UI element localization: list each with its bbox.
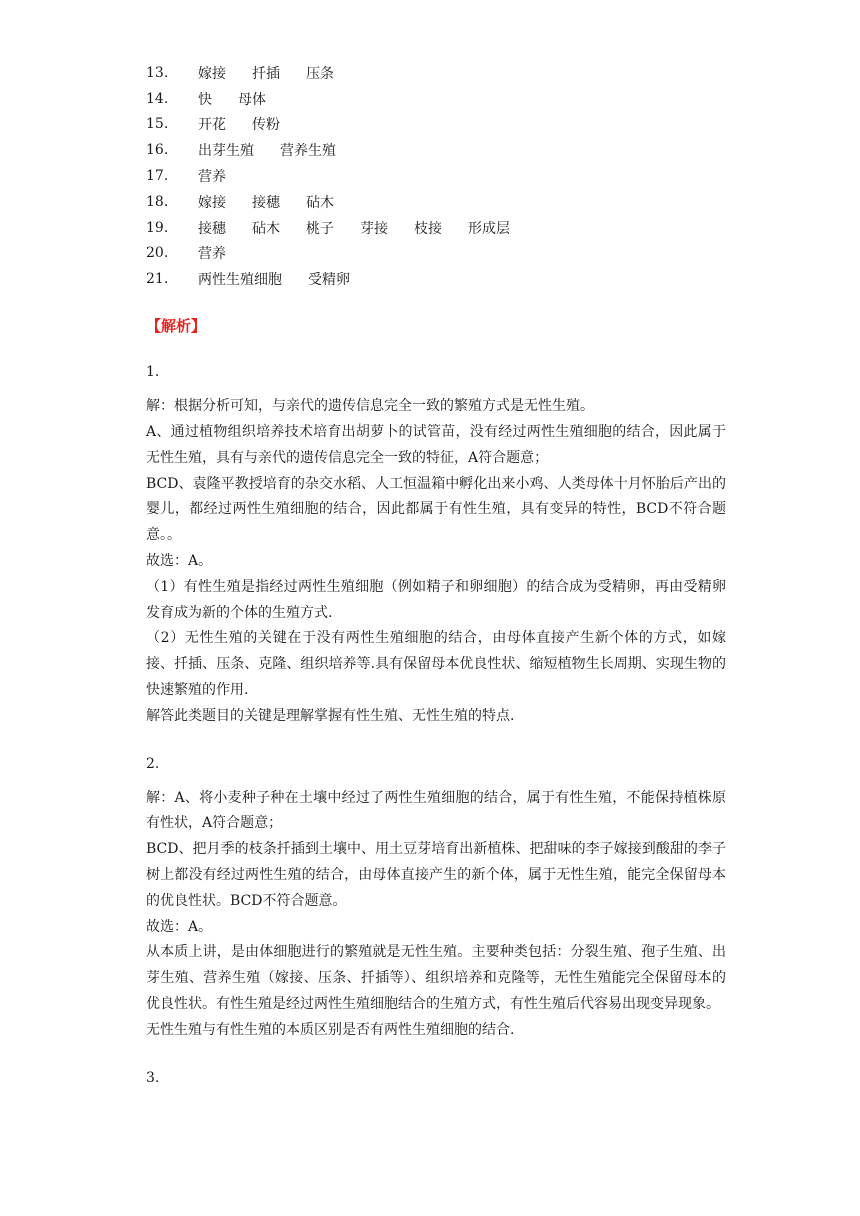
document-page (146, 60, 726, 1088)
answer-number: 20. (146, 245, 169, 262)
explanation-paragraph: 解答此类题目的关键是理解掌握有性生殖、无性生殖的特点. (146, 707, 515, 724)
explanation-paragraph: 从本质上讲，是由体细胞进行的繁殖就是无性生殖。主要种类包括：分裂生殖、孢子生殖、出芽生殖、营养生殖（嫁接、压条、扦插等）、组织培养和克隆等，无性生殖能完全保留母本的优良性状。有性生殖是经过两性生殖细胞结合的生殖方式，有性生殖后代容易出现变异现象。 (146, 944, 726, 1012)
answer-number: 17. (146, 168, 169, 185)
answer-item: 嫁接 (198, 194, 226, 211)
answer-item: 接穗 (252, 194, 280, 211)
answer-number: 14. (146, 90, 169, 107)
answer-row (146, 86, 726, 112)
answer-item: 嫁接 (198, 65, 226, 82)
answer-item: 桃子 (306, 220, 334, 237)
answer-item: 接穗 (198, 220, 226, 237)
question-number: 3. (146, 1069, 160, 1086)
answer-row (146, 241, 726, 267)
question-explanation (146, 394, 726, 729)
answer-number: 19. (146, 219, 169, 236)
explanation-paragraph: 解：根据分析可知，与亲代的遗传信息完全一致的繁殖方式是无性生殖。 (146, 398, 594, 415)
question-explanation (146, 786, 726, 1044)
question-number: 2. (146, 755, 160, 772)
answer-list (146, 60, 726, 292)
answer-item: 枝接 (414, 220, 442, 237)
answer-row (146, 189, 726, 215)
answer-row (146, 137, 726, 163)
answer-row (146, 60, 726, 86)
answer-row (146, 163, 726, 189)
answer-item: 砧木 (306, 194, 334, 211)
question-number: 1. (146, 364, 160, 381)
answer-number: 15. (146, 116, 169, 133)
answer-number: 13. (146, 64, 169, 81)
explanation-paragraph: 故选：A。 (146, 552, 213, 569)
explanation-paragraph: BCD、袁隆平教授培育的杂交水稻、人工恒温箱中孵化出来小鸡、人类母体十月怀胎后产出的婴儿，都经过两性生殖细胞的结合，因此都属于有性生殖，具有变异的特性，BCD不符合题意。。 (146, 475, 726, 544)
answer-item: 压条 (306, 65, 334, 82)
answer-item: 开花 (198, 117, 226, 134)
answer-number: 18. (146, 193, 169, 210)
answer-item: 两性生殖细胞 (198, 272, 282, 289)
answer-row (146, 266, 726, 292)
answer-number: 16. (146, 142, 169, 159)
answer-number: 21. (146, 271, 169, 288)
explanation-paragraph: BCD、把月季的枝条扦插到土壤中、用土豆芽培育出新植株、把甜味的李子嫁接到酸甜的李子树上都没有经过两性生殖的结合，由母体直接产生的新个体，属于无性生殖，能完全保留母本的优良性状。BCD不符合题意。 (146, 841, 726, 909)
answer-item: 出芽生殖 (198, 143, 254, 160)
analysis-section-title: 【解析】 (146, 317, 207, 336)
answer-item: 营养 (198, 169, 226, 186)
explanation-paragraph: A、通过植物组织培养技术培育出胡萝卜的试管苗，没有经过两性生殖细胞的结合，因此属于无性生殖，具有与亲代的遗传信息完全一致的特征，A符合题意； (146, 423, 726, 466)
answer-item: 营养 (198, 246, 226, 263)
answer-item: 砧木 (252, 220, 280, 237)
explanation-paragraph: 故选：A。 (146, 918, 213, 935)
explanation-paragraph: （1）有性生殖是指经过两性生殖细胞（例如精子和卵细胞）的结合成为受精卵，再由受精卵发育成为新的个体的生殖方式. (146, 578, 726, 621)
explanation-paragraph: 无性生殖与有性生殖的本质区别是否有两性生殖细胞的结合. (146, 1021, 515, 1038)
explanation-paragraph: （2）无性生殖的关键在于没有两性生殖细胞的结合，由母体直接产生新个体的方式，如嫁接、扦插、压条、克隆、组织培养等.具有保留母本优良性状、缩短植物生长周期、实现生物的快速繁殖的作用. (146, 630, 726, 698)
answer-row (146, 112, 726, 138)
answer-item: 受精卵 (308, 272, 350, 289)
answer-item: 母体 (238, 91, 266, 108)
answer-item: 扦插 (252, 65, 280, 82)
answer-item: 传粉 (252, 117, 280, 134)
answer-item: 形成层 (468, 220, 510, 237)
answer-item: 芽接 (360, 220, 388, 237)
answer-item: 营养生殖 (280, 143, 336, 160)
answer-row (146, 215, 726, 241)
answer-item: 快 (198, 91, 212, 108)
explanation-paragraph: 解：A、将小麦种子种在土壤中经过了两性生殖细胞的结合，属于有性生殖，不能保持植株原有性状，A符合题意； (146, 789, 726, 832)
